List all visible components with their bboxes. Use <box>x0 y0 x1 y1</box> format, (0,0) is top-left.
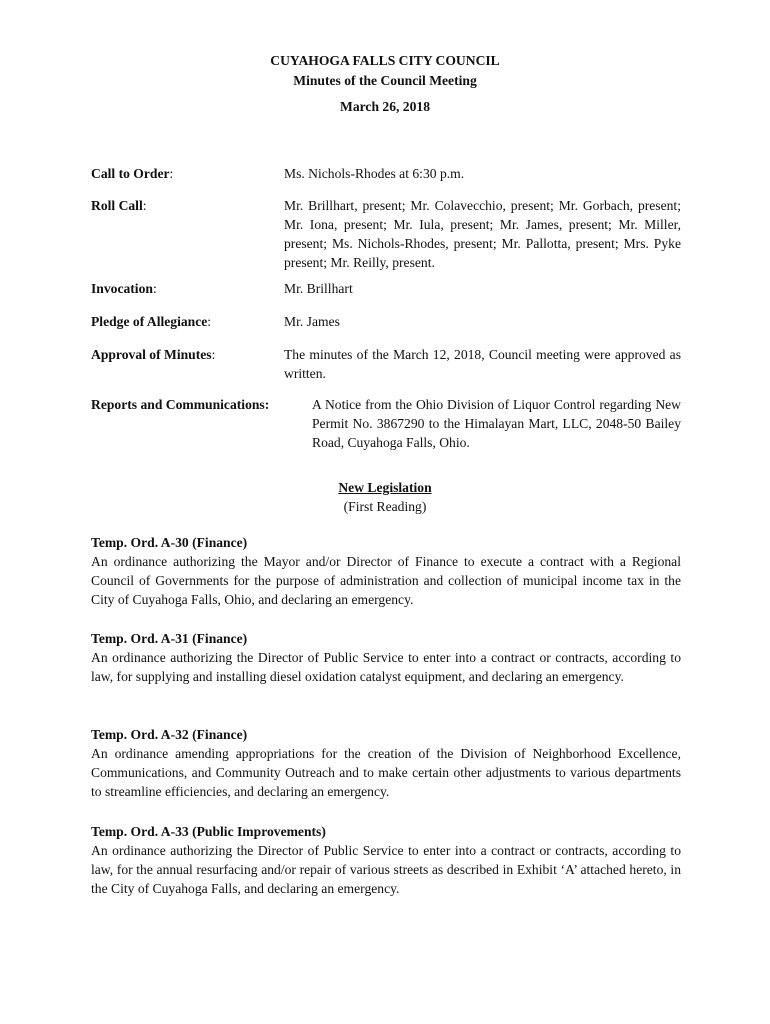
item-label: Invocation: <box>91 281 157 296</box>
ordinance-text: An ordinance amending appropriations for the creation of the Division of Neighborhood Excellence, Communications, and Community Outreach and to make certain other adjustments to various departments to streamline efficiencies, and declaring an emergency. <box>91 746 681 799</box>
item-label: Pledge of Allegiance: <box>91 314 212 329</box>
item-value: Mr. Brillhart <box>284 281 353 296</box>
council-name: CUYAHOGA FALLS CITY COUNCIL <box>270 53 500 68</box>
legislation-heading: New Legislation <box>338 480 432 495</box>
ordinance-a31 <box>91 629 681 686</box>
ordinance-title: Temp. Ord. A-32 (Finance) <box>91 727 248 742</box>
item-value: Mr. James <box>284 314 340 329</box>
ordinance-a33 <box>91 822 681 898</box>
ordinance-text: An ordinance authorizing the Director of Public Service to enter into a contract or contracts, according to law, for the annual resurfacing and/or repair of various streets as described in Exhibit ‘A’ attached hereto, in the City of Cuyahoga Falls, and declaring an emergency. <box>91 843 681 896</box>
ordinance-a30 <box>91 533 681 609</box>
ordinance-text: An ordinance authorizing the Director of Public Service to enter into a contract or contracts, according to law, for supplying and installing diesel oxidation catalyst equipment, and declaring an emergency. <box>91 650 681 684</box>
ordinance-a32 <box>91 725 681 801</box>
item-label: Approval of Minutes: <box>91 347 216 362</box>
ordinance-title: Temp. Ord. A-31 (Finance) <box>91 631 248 646</box>
ordinance-title: Temp. Ord. A-33 (Public Improvements) <box>91 824 326 839</box>
meeting-date: March 26, 2018 <box>340 99 430 114</box>
item-label: Roll Call: <box>91 198 147 213</box>
item-value: Mr. Brillhart, present; Mr. Colavecchio, present; Mr. Gorbach, present; Mr. Iona, present; Mr. Iula, present; Mr. James, present; Mr. Miller, present; Ms. Nichols-Rhodes, present; Mr. Pallotta, present; Mrs. Pyke present; Mr. Reilly, present. <box>284 198 681 270</box>
item-value: A Notice from the Ohio Division of Liquor Control regarding New Permit No. 3867290 to the Himalayan Mart, LLC, 2048-50 Bailey Road, Cuyahoga Falls, Ohio. <box>312 397 681 450</box>
item-label: Reports and Communications: <box>91 397 270 412</box>
document-subtitle: Minutes of the Council Meeting <box>293 73 477 88</box>
ordinance-text: An ordinance authorizing the Mayor and/or Director of Finance to execute a contract with a Regional Council of Governments for the purpose of administration and collection of municipal income tax in the City of Cuyahoga Falls, Ohio, and declaring an emergency. <box>91 554 681 607</box>
ordinance-title: Temp. Ord. A-30 (Finance) <box>91 535 248 550</box>
item-value: Ms. Nichols-Rhodes at 6:30 p.m. <box>284 166 465 181</box>
legislation-subheading: (First Reading) <box>343 499 427 514</box>
item-value: The minutes of the March 12, 2018, Council meeting were approved as written. <box>284 347 681 381</box>
item-label: Call to Order: <box>91 166 174 181</box>
